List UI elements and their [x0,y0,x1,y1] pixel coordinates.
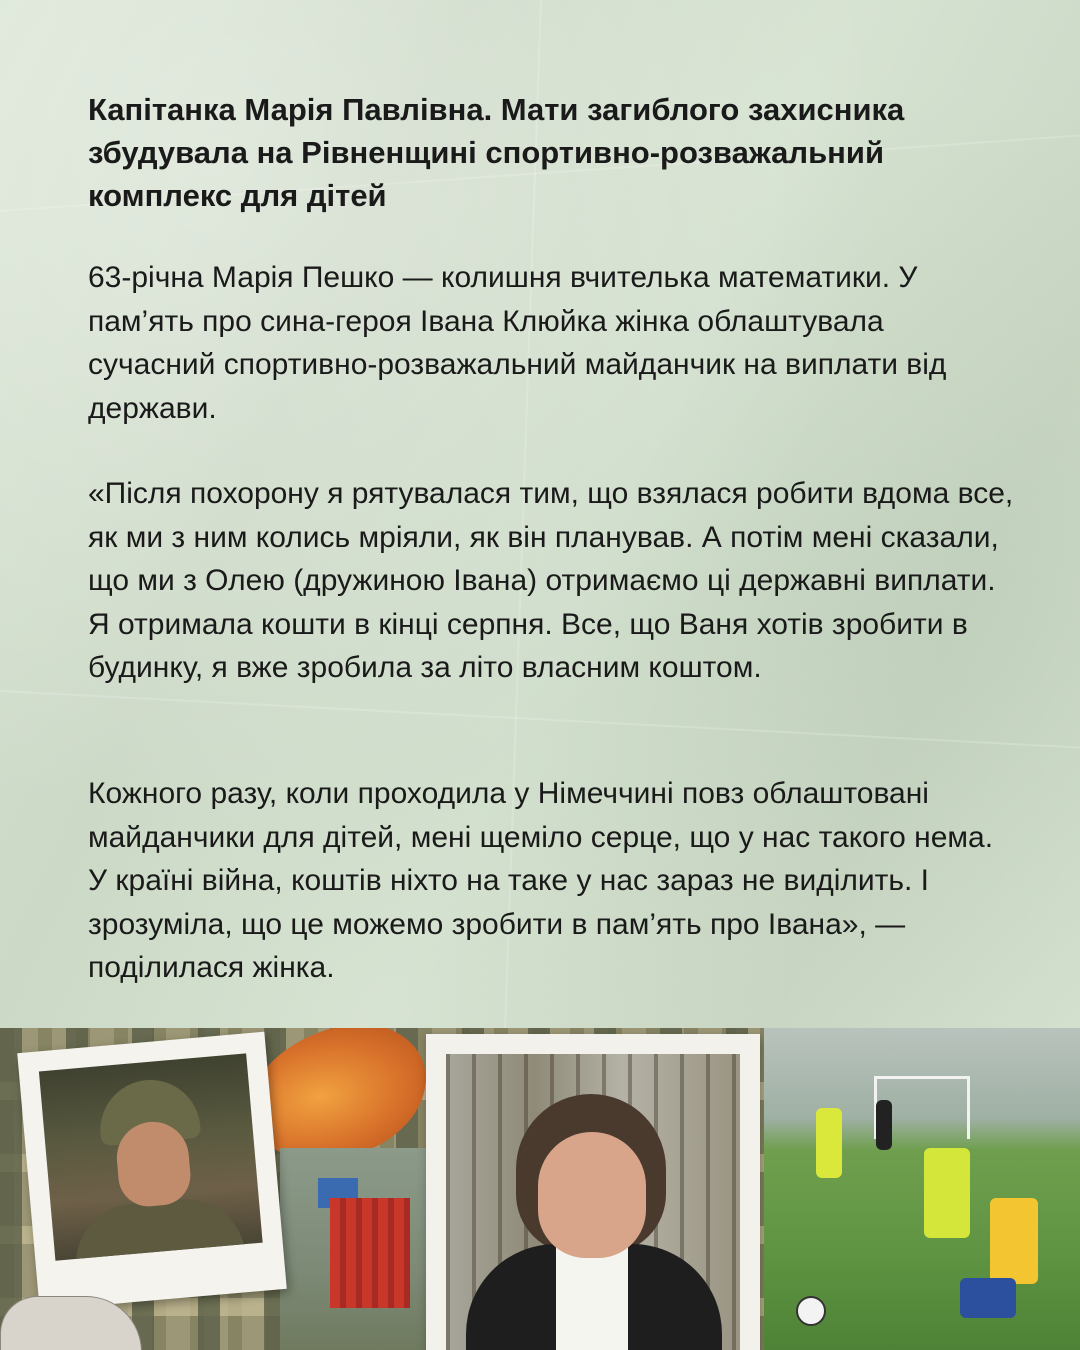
playground-slide [330,1198,410,1308]
photo-collage [0,1028,1080,1350]
soccer-photo [764,1028,1080,1350]
woman-photo [446,1054,740,1350]
article-title: Капітанка Марія Павлівна. Мати загиблого захисника збудувала на Рівненщині спортивно-розважальний комплекс для дітей [88,92,905,213]
soccer-player [924,1148,970,1238]
soccer-player-shorts [960,1278,1016,1318]
soccer-player [876,1100,892,1150]
soccer-player [816,1108,842,1178]
soldier-polaroid [17,1032,287,1311]
article-paragraph-quote-2: Кожного разу, коли проходила у Німеччині повз облаштовані майданчики для дітей, мені щеміло серце, що у нас такого нема. У країні війна, коштів ніхто на таке у нас зараз не виділить. І зрозуміла, що це можемо зробити в пам’ять про Івана», — поділилася жінка. [88,777,994,984]
article-paragraph-quote-1: «Після похорону я рятувалася тим, що взялася робити вдома все, як ми з ним колись мріяли, як він планував. А потім мені сказали, що ми з Олею (дружиною Івана) отримаємо ці державні виплати. Я отримала кошти в кінці серпня. Все, що Ваня хотів зробити в будинку, я вже зробила за літо власним коштом. [88,477,1014,684]
woman-polaroid [426,1034,760,1350]
soccer-player [990,1198,1038,1284]
woman-face [538,1132,646,1258]
woman-scarf [556,1244,628,1350]
paper-crease [0,690,1080,755]
soldier-photo [39,1053,263,1260]
article-paragraph-intro: 63-річна Марія Пешко — колишня вчителька математики. У пам’ять про сина-героя Івана Клюйка жінка облаштувала сучасний спортивно-розважальний майданчик на виплати від держави. [88,261,947,425]
soccer-ball [796,1296,826,1326]
